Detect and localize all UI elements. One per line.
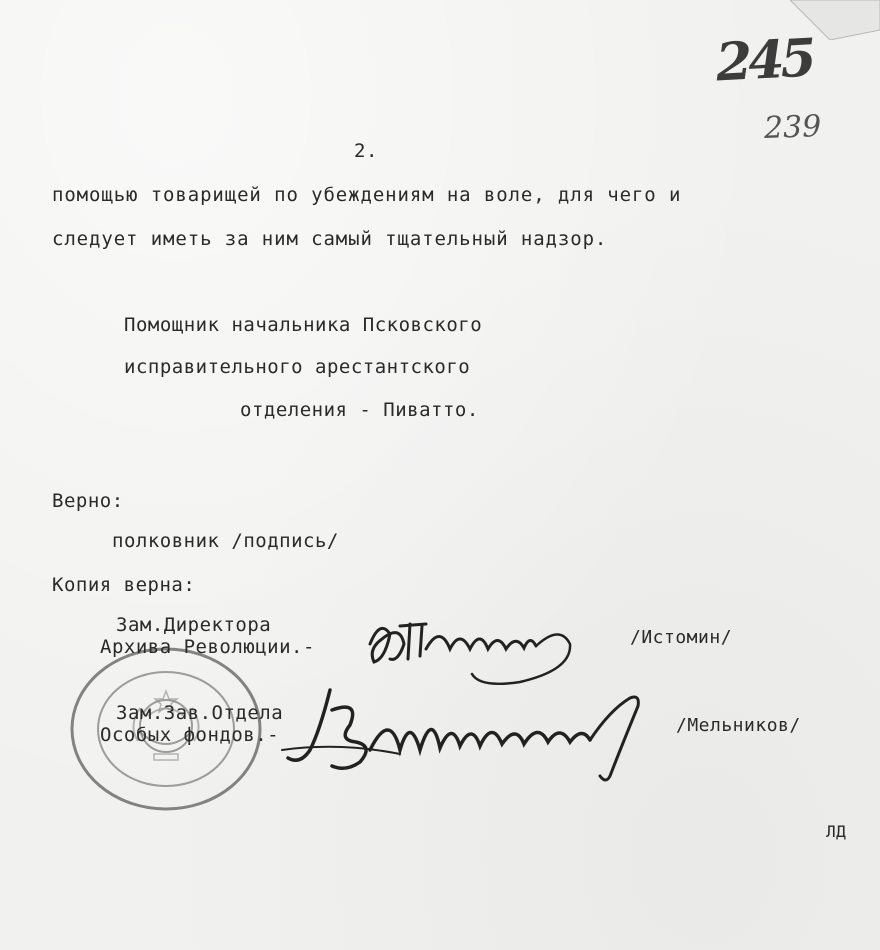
archive-number-secondary: 239	[763, 109, 822, 146]
certification-verno: Верно:	[52, 490, 124, 512]
page-number: 2.	[354, 140, 378, 162]
body-text-line: помощью товарищей по убеждениям на воле, для чего и	[52, 184, 682, 206]
deputy-head-title: Зам.Зав.Отдела	[116, 702, 284, 724]
body-text-line: следует иметь за ним самый тщательный надзор.	[52, 228, 608, 250]
deputy-director-title: Зам.Директора	[116, 614, 272, 636]
signature-block-line: исправительного арестантского	[124, 356, 471, 378]
deputy-head-name: /Мельников/	[676, 715, 801, 736]
deputy-director-name: /Истомин/	[630, 627, 733, 648]
signature-melnikov-icon	[280, 680, 660, 790]
typist-initials: ЛД	[826, 822, 847, 841]
deputy-director-title: Архива Революции.-	[100, 636, 315, 658]
signature-block-line: отделения - Пиватто.	[240, 399, 479, 421]
archive-number-handwritten: 245	[714, 27, 815, 94]
certification-colonel: полковник /подпись/	[112, 530, 339, 552]
deputy-head-title: Особых фондов.-	[100, 724, 280, 746]
certification-copy-true: Копия верна:	[52, 574, 196, 596]
signature-block-line: Помощник начальника Псковского	[124, 314, 483, 336]
